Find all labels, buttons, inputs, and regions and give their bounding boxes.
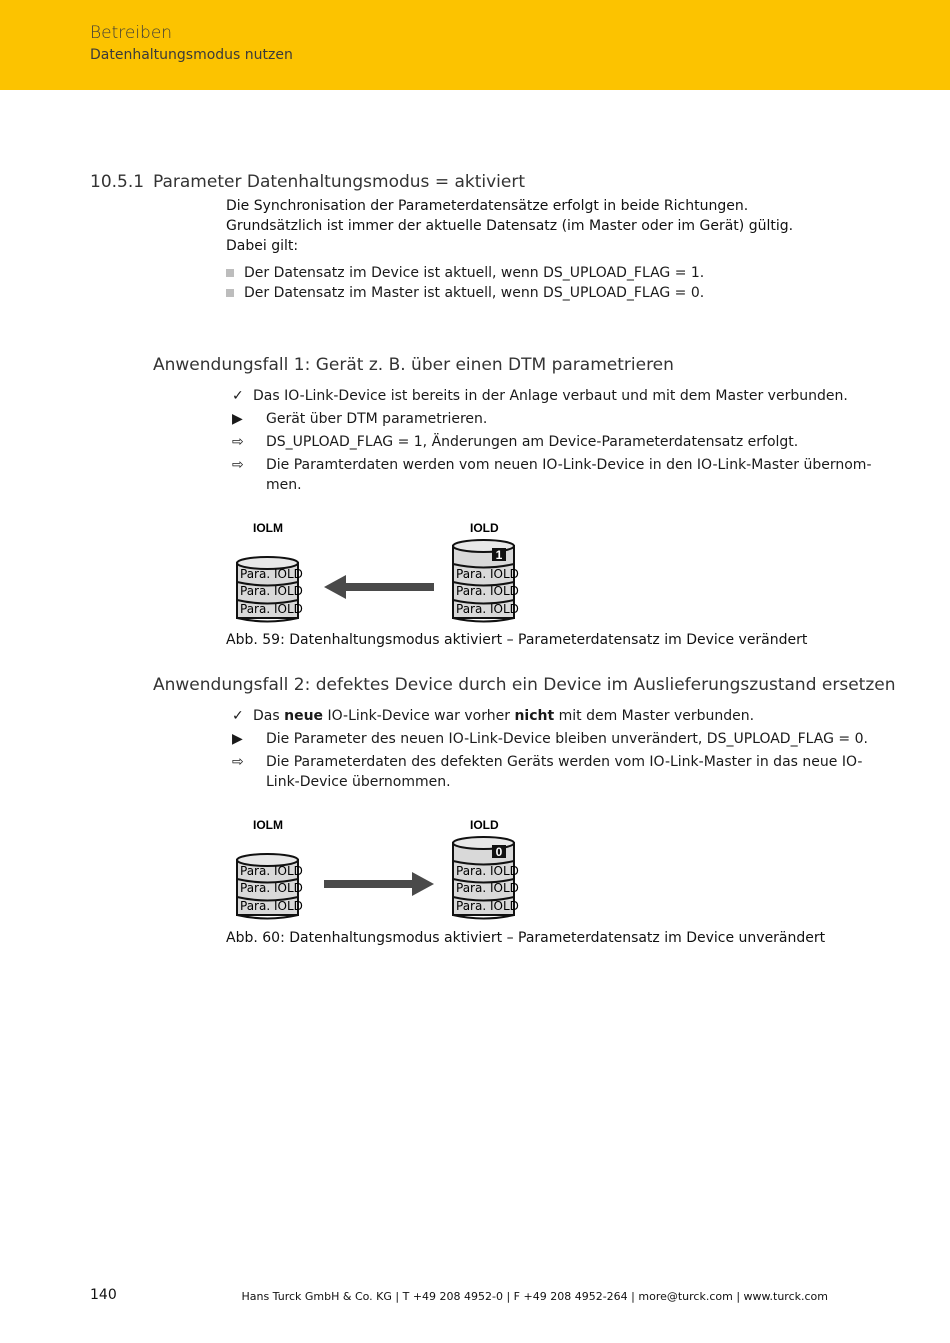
case2-steps xyxy=(232,706,872,795)
case1-title: Anwendungsfall 1: Gerät z. B. über einen DTM parametrieren xyxy=(153,355,674,375)
iolm-label: IOLM xyxy=(253,818,283,832)
step-text-part: Das xyxy=(253,708,285,724)
subchapter-title: Datenhaltungsmodus nutzen xyxy=(90,47,293,63)
figure-59-caption: Abb. 59: Datenhaltungsmodus aktiviert – Parameterdatensatz im Device verändert xyxy=(226,632,808,648)
step-text: Die Paramterdaten werden vom neuen IO-Link-Device in den IO-Link-Master übernom-men. xyxy=(266,457,872,493)
result-arrow-icon: ⇨ xyxy=(232,754,244,770)
section-number: 10.5.1 xyxy=(90,172,145,192)
list-item-text: Der Datensatz im Master ist aktuell, wenn DS_UPLOAD_FLAG = 0. xyxy=(244,285,705,301)
step-text: DS_UPLOAD_FLAG = 1, Änderungen am Device-Parameterdatensatz erfolgt. xyxy=(266,434,799,450)
intro-line: Die Synchronisation der Parameterdatensätze erfolgt in beide Richtungen. xyxy=(226,198,749,214)
step-text: Das IO-Link-Device ist bereits in der Anlage verbaut und mit dem Master verbunden. xyxy=(253,388,848,404)
list-item-text: Der Datensatz im Device ist aktuell, wenn DS_UPLOAD_FLAG = 1. xyxy=(244,265,705,281)
result-arrow-icon: ⇨ xyxy=(232,434,244,450)
arrow-right-icon xyxy=(324,872,434,896)
intro-line: Grundsätzlich ist immer der aktuelle Datensatz (im Master oder im Gerät) gültig. xyxy=(226,218,794,234)
record-label: Para. IOLD xyxy=(240,567,303,581)
upload-flag-value: 1 xyxy=(495,548,503,562)
record-label: Para. IOLD xyxy=(240,881,303,895)
result-arrow-icon: ⇨ xyxy=(232,457,244,473)
diagram-download-direction xyxy=(232,812,522,922)
record-label: Para. IOLD xyxy=(240,899,303,913)
figure-60 xyxy=(232,812,522,922)
chapter-title: Betreiben xyxy=(90,23,173,43)
step-item xyxy=(232,706,872,726)
step-text-bold: nicht xyxy=(514,708,555,724)
iold-label: IOLD xyxy=(470,521,499,535)
step-item xyxy=(232,386,872,406)
step-item xyxy=(232,432,872,452)
square-bullet-icon xyxy=(226,269,234,277)
step-item xyxy=(232,752,872,792)
list-item xyxy=(226,263,704,283)
intro-line: Dabei gilt: xyxy=(226,238,299,254)
record-label: Para. IOLD xyxy=(456,881,519,895)
step-text-part: mit dem Master verbunden. xyxy=(554,708,755,724)
upload-flag-value: 0 xyxy=(495,845,503,859)
arrow-left-icon xyxy=(324,575,434,599)
intro-paragraph xyxy=(226,196,793,256)
step-text-bold: neue xyxy=(284,708,324,724)
condition-list xyxy=(226,263,704,303)
case1-steps xyxy=(232,386,872,498)
record-label: Para. IOLD xyxy=(456,899,519,913)
page-number: 140 xyxy=(90,1287,117,1303)
diagram-upload-direction xyxy=(232,515,522,625)
section-title: Parameter Datenhaltungsmodus = aktiviert xyxy=(153,172,526,192)
master-database-icon xyxy=(237,557,303,622)
record-label: Para. IOLD xyxy=(456,864,519,878)
record-label: Para. IOLD xyxy=(240,584,303,598)
list-item xyxy=(226,283,704,303)
step-text: Die Parameterdaten des defekten Geräts werden vom IO-Link-Master in das neue IO-Link-Device übernommen. xyxy=(266,754,863,790)
step-text: Gerät über DTM parametrieren. xyxy=(266,411,488,427)
check-icon: ✓ xyxy=(232,388,244,404)
play-arrow-icon: ▶ xyxy=(232,411,243,427)
section-heading xyxy=(90,172,525,192)
figure-59 xyxy=(232,515,522,625)
case2-title: Anwendungsfall 2: defektes Device durch ein Device im Auslieferungszustand ersetzen xyxy=(153,675,896,695)
step-item xyxy=(232,455,872,495)
figure-60-caption: Abb. 60: Datenhaltungsmodus aktiviert – Parameterdatensatz im Device unverändert xyxy=(226,930,826,946)
master-database-icon xyxy=(237,854,303,919)
record-label: Para. IOLD xyxy=(456,602,519,616)
step-item xyxy=(232,409,872,429)
page-header xyxy=(0,0,950,90)
record-label: Para. IOLD xyxy=(240,602,303,616)
footer-contact: Hans Turck GmbH & Co. KG | T +49 208 4952-0 | F +49 208 4952-264 | more@turck.com | www.turck.com xyxy=(241,1290,828,1303)
play-arrow-icon: ▶ xyxy=(232,731,243,747)
step-text: Die Parameter des neuen IO-Link-Device bleiben unverändert, DS_UPLOAD_FLAG = 0. xyxy=(266,731,868,747)
device-database-icon xyxy=(453,540,519,622)
check-icon: ✓ xyxy=(232,708,244,724)
record-label: Para. IOLD xyxy=(456,584,519,598)
square-bullet-icon xyxy=(226,289,234,297)
step-item xyxy=(232,729,872,749)
iold-label: IOLD xyxy=(470,818,499,832)
record-label: Para. IOLD xyxy=(240,864,303,878)
record-label: Para. IOLD xyxy=(456,567,519,581)
device-database-icon xyxy=(453,837,519,919)
step-text-part: IO-Link-Device war vorher xyxy=(323,708,515,724)
iolm-label: IOLM xyxy=(253,521,283,535)
